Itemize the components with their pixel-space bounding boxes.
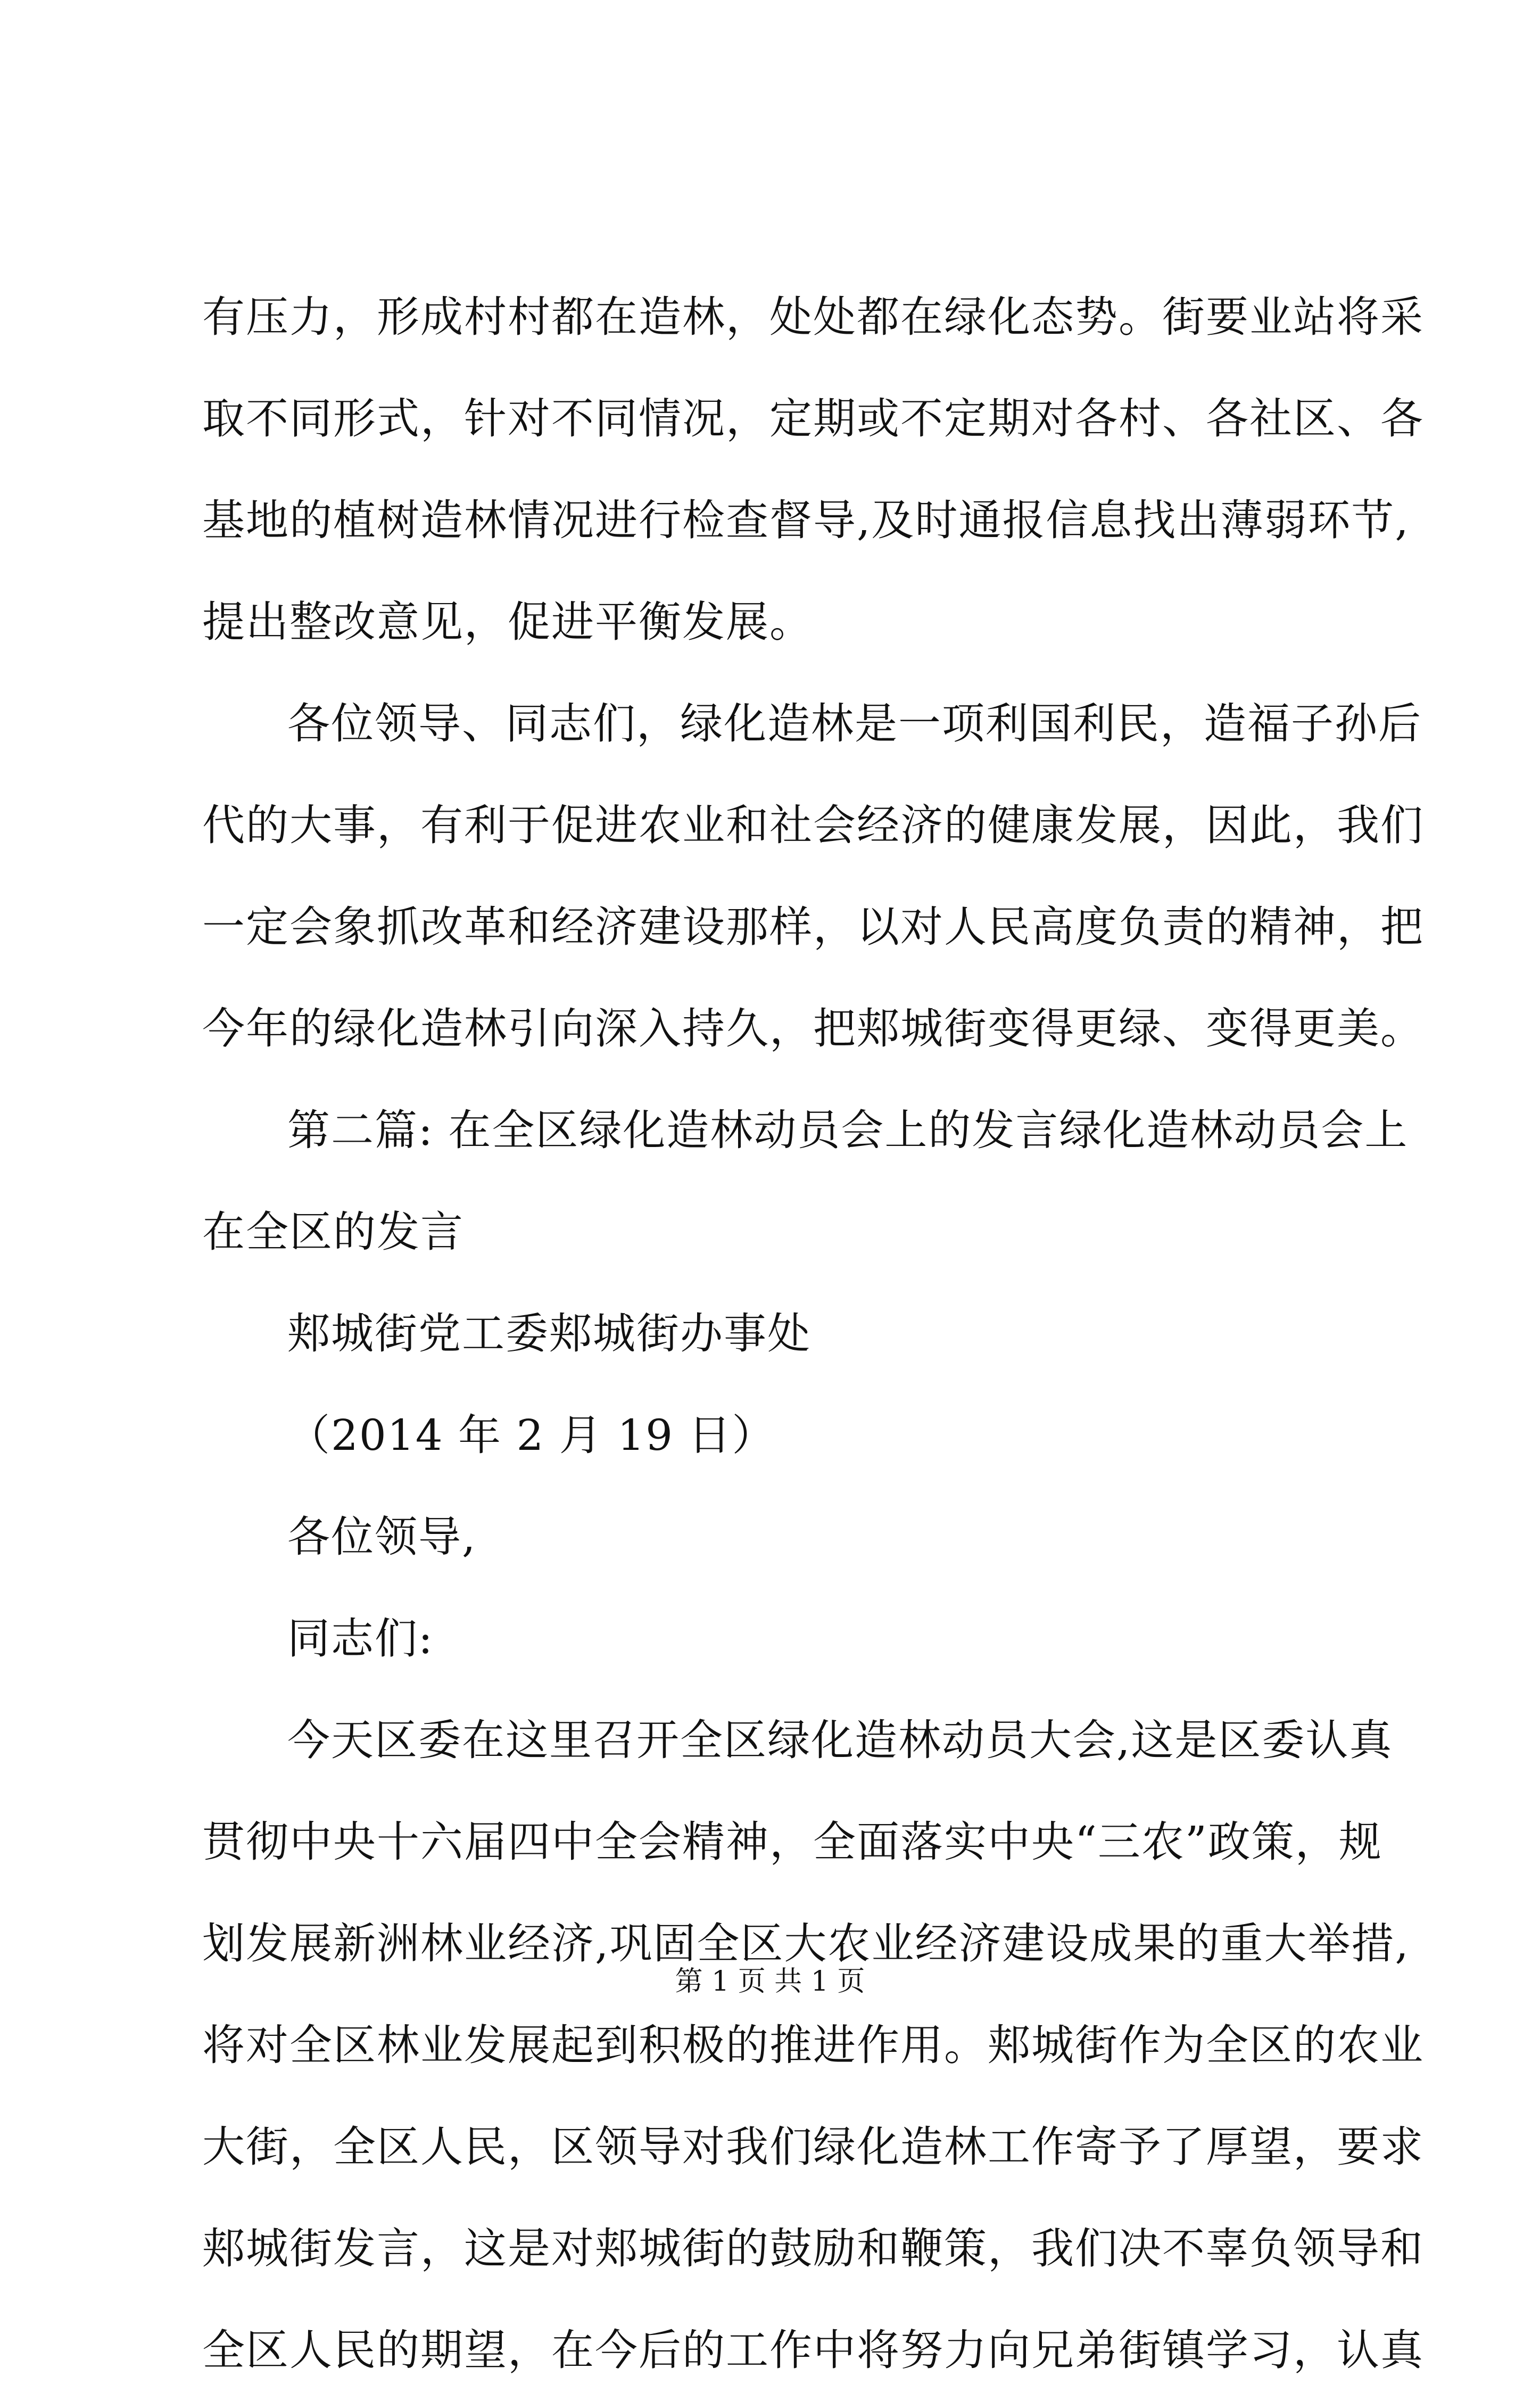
text-line: 大街，全区人民，区领导对我们绿化造林工作寄予了厚望，要求 [202, 2122, 1424, 2172]
text-line: 提出整改意见，促进平衡发展。 [202, 597, 813, 647]
issuer-line: 郏城街党工委郏城街办事处 [287, 1309, 811, 1358]
date-line: （2014 年 2 月 19 日） [287, 1410, 776, 1460]
text-line: 将对全区林业发展起到积极的推进作用。郏城街作为全区的农业 [202, 2020, 1424, 2070]
text-line: 今天区委在这里召开全区绿化造林动员大会,这是区委认真 [287, 1715, 1393, 1765]
page-number: 第 1 页 共 1 页 [675, 1966, 865, 1998]
text-line: 代的大事，有利于促进农业和社会经济的健康发展，因此，我们 [202, 801, 1424, 850]
section-heading: 在全区的发言 [202, 1207, 464, 1257]
text-line: 有压力，形成村村都在造林，处处都在绿化态势。街要业站将采 [202, 292, 1424, 342]
text-line: 划发展新洲林业经济,巩固全区大农业经济建设成果的重大举措, [202, 1919, 1410, 1968]
page-footer [0, 1963, 1540, 2000]
text-line: 基地的植树造林情况进行检查督导,及时通报信息找出薄弱环节, [202, 496, 1410, 545]
text-line: 一定会象抓改革和经济建设那样，以对人民高度负责的精神，把 [202, 902, 1424, 952]
section-heading: 第二篇: 在全区绿化造林动员会上的发言绿化造林动员会上 [287, 1105, 1409, 1155]
salutation-line: 各位领导, [287, 1512, 477, 1562]
salutation-line: 同志们: [287, 1614, 434, 1663]
text-line: 各位领导、同志们，绿化造林是一项利国利民，造福子孙后 [287, 699, 1422, 748]
text-line: 贯彻中央十六届四中全会精神，全面落实中央“三农”政策，规 [202, 1817, 1382, 1867]
document-body [202, 266, 1424, 2401]
text-line: 取不同形式，针对不同情况，定期或不定期对各村、各社区、各 [202, 394, 1424, 443]
text-line: 今年的绿化造林引向深入持久，把郏城街变得更绿、变得更美。 [202, 1004, 1424, 1053]
text-line: 全区人民的期望，在今后的工作中将努力向兄弟街镇学习，认真 [202, 2325, 1424, 2375]
text-line: 郏城街发言，这是对郏城街的鼓励和鞭策，我们决不辜负领导和 [202, 2224, 1424, 2273]
